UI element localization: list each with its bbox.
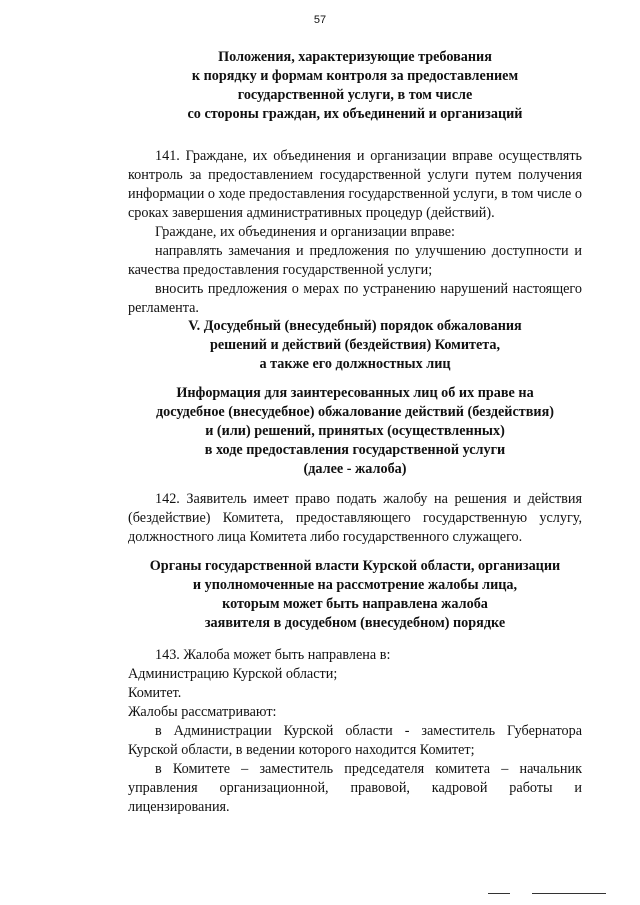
page-number: 57 — [313, 14, 327, 26]
heading-line: заявителя в досудебном (внесудебном) порядке — [204, 615, 506, 631]
paragraph-rights-intro: Граждане, их объединения и организации вправе: — [155, 224, 455, 240]
heading-line: Положения, характеризующие требования — [218, 49, 492, 65]
paragraph-reviewer-administration: в Администрации Курской области - заместитель Губернатора Курской области, в ведении которого находится Комитет; — [128, 723, 582, 758]
section-information-body — [128, 490, 582, 547]
paragraph-141: 141. Граждане, их объединения и организации вправе осуществлять контроль за предоставлением государственной услуги путем получения информации о ходе предоставления государственной услуги, в том числе о сроках завершения административных процедур (действий). — [128, 148, 582, 221]
paragraph-142: 142. Заявитель имеет право подать жалобу на решения и действия (бездействие) Комитета, предоставляющего государственную услугу, должностного лица Комитета либо государственного служащего. — [128, 491, 582, 545]
heading-line: а также его должностных лиц — [259, 356, 451, 372]
heading-line: (далее - жалоба) — [303, 461, 407, 477]
section-heading-control — [128, 48, 582, 124]
heading-line: решений и действий (бездействия) Комитета, — [209, 337, 501, 353]
paragraph-rights-proposals: вносить предложения о мерах по устранению нарушений настоящего регламента. — [128, 281, 582, 316]
paragraph-reviewers-intro: Жалобы рассматривают: — [128, 704, 277, 720]
heading-line: V. Досудебный (внесудебный) порядок обжалования — [188, 318, 522, 334]
heading-line: и (или) решений, принятых (осуществленных) — [205, 423, 505, 439]
paragraph-administration: Администрацию Курской области; — [128, 666, 338, 682]
heading-line: государственной услуги, в том числе — [237, 87, 473, 103]
heading-line: и уполномоченные на рассмотрение жалобы лица, — [192, 577, 518, 593]
section-authorities-block — [128, 557, 582, 633]
heading-line: Органы государственной власти Курской области, организации — [149, 558, 561, 574]
section-control-block — [128, 48, 582, 124]
heading-line: которым может быть направлена жалоба — [222, 596, 488, 612]
paragraph-committee: Комитет. — [128, 685, 182, 701]
section-appeal-block — [128, 317, 582, 374]
heading-line: Информация для заинтересованных лиц об их праве на — [176, 385, 534, 401]
section-heading-authorities — [128, 557, 582, 633]
heading-line: в ходе предоставления государственной услуги — [204, 442, 506, 458]
footer-divider — [488, 893, 510, 894]
paragraph-reviewer-committee: в Комитете – заместитель председателя комитета – начальник управления организационной, правовой, кадровой работы и лицензирования. — [128, 761, 582, 815]
heading-line: со стороны граждан, их объединений и организаций — [187, 106, 523, 122]
paragraph-143: 143. Жалоба может быть направлена в: — [155, 647, 391, 663]
section-heading-appeal — [128, 317, 582, 374]
section-authorities-body — [128, 646, 582, 817]
heading-line: досудебное (внесудебное) обжалование действий (бездействия) — [156, 404, 554, 420]
section-control-body — [128, 147, 582, 318]
footer-divider — [532, 893, 606, 894]
section-information-block — [128, 384, 582, 479]
paragraph-rights-remarks: направлять замечания и предложения по улучшению доступности и качества предоставления государственной услуги; — [128, 243, 582, 278]
section-heading-information — [128, 384, 582, 479]
heading-line: к порядку и формам контроля за предоставлением — [191, 68, 519, 84]
